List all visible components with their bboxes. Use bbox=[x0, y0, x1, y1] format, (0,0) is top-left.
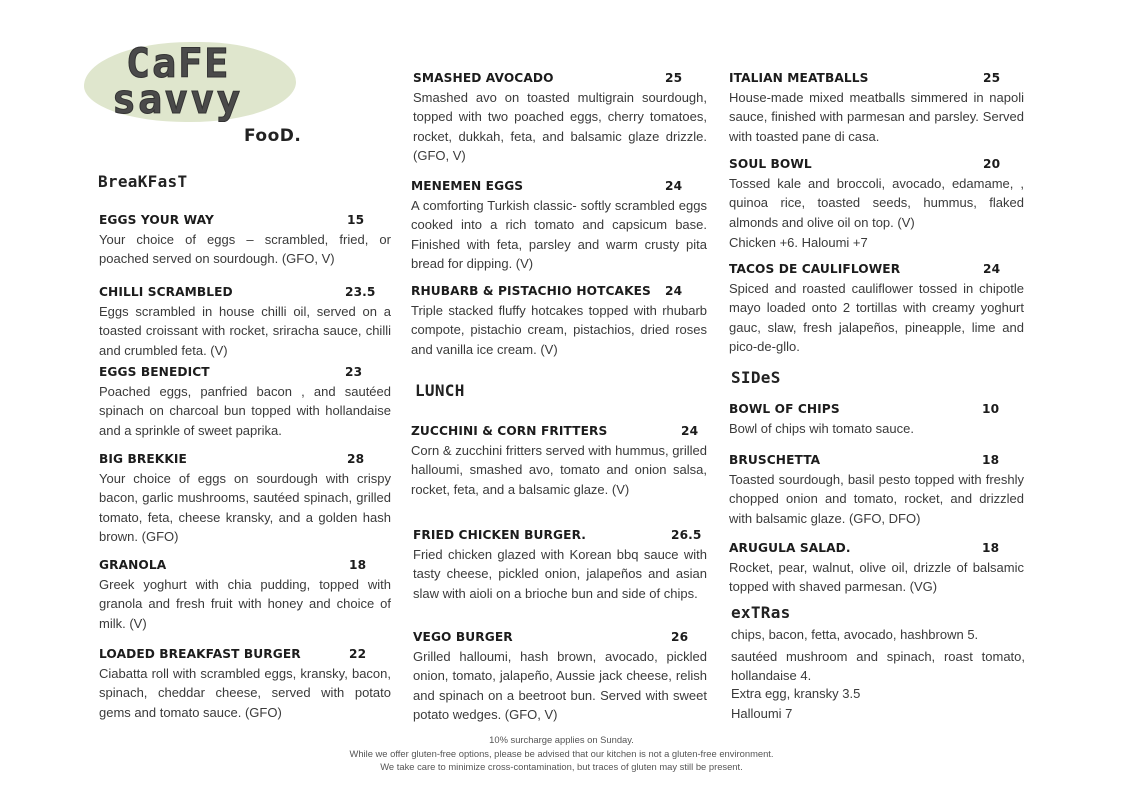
item-name: FRIED CHICKEN BURGER. bbox=[413, 528, 587, 542]
menu-item bbox=[413, 70, 707, 165]
item-description: Your choice of eggs on sourdough with crispy bacon, garlic mushrooms, sautéed spinach, grilled tomato, feta, cheese kransky, and a golden hash brown. (GFO) bbox=[99, 471, 391, 544]
menu-item bbox=[729, 452, 1024, 528]
item-price: 24 bbox=[665, 284, 683, 298]
menu-item bbox=[99, 451, 391, 546]
item-name: ARUGULA SALAD. bbox=[729, 541, 851, 555]
item-price: 26.5 bbox=[671, 528, 702, 542]
item-price: 15 bbox=[347, 213, 365, 227]
item-name: SMASHED AVOCADO bbox=[413, 71, 554, 85]
item-price: 25 bbox=[665, 71, 683, 85]
item-description: Smashed avo on toasted multigrain sourdough, topped with two poached eggs, cherry tomatoes, rocket, dukkah, feta, and balsamic glaze drizzle. (GFO, V) bbox=[413, 90, 707, 163]
extras-line: sautéed mushroom and spinach, roast tomato, hollandaise 4. bbox=[731, 649, 1025, 684]
item-description: Grilled halloumi, hash brown, avocado, pickled onion, tomato, jalapeño, Aussie jack cheese, relish and spinach on a beetroot bun. Served with sweet potato wedges. (GFO, V) bbox=[413, 649, 707, 722]
menu-item bbox=[413, 527, 707, 603]
item-price: 24 bbox=[681, 424, 699, 438]
logo-text-line2: savvy bbox=[112, 77, 243, 123]
menu-item bbox=[729, 401, 1024, 438]
menu-item bbox=[413, 629, 707, 724]
menu-item bbox=[411, 283, 707, 359]
item-name: EGGS BENEDICT bbox=[99, 365, 210, 379]
item-name: MENEMEN EGGS bbox=[411, 179, 524, 193]
item-name: BOWL OF CHIPS bbox=[729, 402, 840, 416]
item-name: BRUSCHETTA bbox=[729, 453, 821, 467]
item-name: CHILLI SCRAMBLED bbox=[99, 285, 233, 299]
item-description: Bowl of chips wih tomato sauce. bbox=[729, 421, 914, 436]
menu-item bbox=[729, 70, 1024, 146]
item-description: House-made mixed meatballs simmered in napoli sauce, finished with parmesan and parsley. Served with toasted pane di casa. bbox=[729, 90, 1024, 144]
item-description: Ciabatta roll with scrambled eggs, kransky, bacon, spinach, cheddar cheese, served with potato gems and tomato sauce. (GFO) bbox=[99, 666, 391, 720]
extras-line: chips, bacon, fetta, avocado, hashbrown 5. bbox=[731, 627, 979, 642]
item-description: Eggs scrambled in house chilli oil, served on a toasted croissant with rocket, sriracha sauce, chilli and crumbled feta. (V) bbox=[99, 304, 391, 358]
menu-item bbox=[99, 646, 391, 722]
item-price: 18 bbox=[982, 541, 1000, 555]
item-price: 20 bbox=[983, 157, 1001, 171]
menu-item bbox=[99, 364, 391, 440]
item-price: 28 bbox=[347, 452, 365, 466]
menu-item bbox=[729, 261, 1024, 356]
extras-line: Extra egg, kransky 3.5 bbox=[731, 686, 861, 701]
item-price: 24 bbox=[983, 262, 1001, 276]
item-description: Fried chicken glazed with Korean bbq sauce with tasty cheese, pickled onion, jalapeños and asian slaw with aioli on a brioche bun and side of chips. bbox=[413, 547, 707, 601]
item-price: 26 bbox=[671, 630, 689, 644]
footer-line: 10% surcharge applies on Sunday. bbox=[489, 734, 634, 745]
menu-item bbox=[411, 178, 707, 273]
logo-text-line1: CaFE bbox=[126, 41, 231, 87]
menu-item bbox=[99, 284, 391, 360]
menu-item bbox=[729, 540, 1024, 597]
menu-item bbox=[99, 212, 391, 269]
item-description: Poached eggs, panfried bacon , and sautéed spinach on charcoal bun topped with hollandaise and a sprinkle of sweet paprika. bbox=[99, 384, 391, 438]
item-name: GRANOLA bbox=[99, 558, 167, 572]
item-description: Corn & zucchini fritters served with hummus, grilled halloumi, smashed avo, tomato and onion salsa, rocket, feta, and a balsamic glaze. (V) bbox=[411, 443, 707, 497]
menu-item bbox=[411, 423, 707, 499]
item-name: TACOS DE CAULIFLOWER bbox=[729, 262, 901, 276]
section-title-lunch: LUNCH bbox=[415, 381, 465, 400]
footer-notice bbox=[0, 733, 1123, 774]
section-title-sides: SIDeS bbox=[731, 368, 781, 387]
extras-line: Halloumi 7 bbox=[731, 706, 793, 721]
item-name: EGGS YOUR WAY bbox=[99, 213, 214, 227]
item-description: Tossed kale and broccoli, avocado, edamame, , quinoa rice, toasted seeds, hummus, flaked almonds and olive oil on top. (V) bbox=[729, 176, 1024, 230]
item-price: 18 bbox=[349, 558, 367, 572]
item-price: 22 bbox=[349, 647, 367, 661]
item-description: Triple stacked fluffy hotcakes topped with rhubarb compote, pistachio cream, pistachios, dried roses and vanilla ice cream. (V) bbox=[411, 303, 707, 357]
item-name: ZUCCHINI & CORN FRITTERS bbox=[411, 424, 608, 438]
logo-subtitle: FooD. bbox=[244, 126, 302, 146]
item-price: 18 bbox=[982, 453, 1000, 467]
item-description: Rocket, pear, walnut, olive oil, drizzle of balsamic topped with shaved parmesan. (VG) bbox=[729, 560, 1024, 595]
footer-line: We take care to minimize cross-contamination, but traces of gluten may still be present. bbox=[380, 761, 743, 772]
item-name: SOUL BOWL bbox=[729, 157, 812, 171]
item-price: 24 bbox=[665, 179, 683, 193]
item-name: LOADED BREAKFAST BURGER bbox=[99, 647, 301, 661]
menu-item bbox=[729, 156, 1024, 252]
item-price: 25 bbox=[983, 71, 1001, 85]
item-price: 23.5 bbox=[345, 285, 376, 299]
item-description: A comforting Turkish classic- softly scrambled eggs cooked into a rich tomato and capsicum base. Finished with feta, parsley and warm crusty pita bread for dipping. (V) bbox=[411, 198, 707, 271]
item-description: Your choice of eggs – scrambled, fried, or poached served on sourdough. (GFO, V) bbox=[99, 232, 391, 267]
item-description: Greek yoghurt with chia pudding, topped with granola and fresh fruit with honey and choice of milk. (V) bbox=[99, 577, 391, 631]
item-name: VEGO BURGER bbox=[413, 630, 513, 644]
section-title-breakfast: BreaKFasT bbox=[98, 172, 188, 191]
item-name: RHUBARB & PISTACHIO HOTCAKES bbox=[411, 284, 651, 298]
item-extra-options: Chicken +6. Haloumi +7 bbox=[729, 234, 868, 250]
section-title-extras: exTRas bbox=[731, 603, 791, 622]
item-price: 23 bbox=[345, 365, 363, 379]
item-price: 10 bbox=[982, 402, 1000, 416]
footer-line: While we offer gluten-free options, please be advised that our kitchen is not a gluten-free environment. bbox=[349, 747, 774, 759]
item-description: Spiced and roasted cauliflower tossed in chipotle mayo loaded onto 2 tortillas with creamy yoghurt gauc, slaw, fresh jalapeños, pineapple, lime and pico-de-gllo. bbox=[729, 281, 1024, 354]
item-name: BIG BREKKIE bbox=[99, 452, 187, 466]
item-name: ITALIAN MEATBALLS bbox=[729, 71, 869, 85]
menu-item bbox=[99, 557, 391, 633]
item-description: Toasted sourdough, basil pesto topped with freshly chopped onion and tomato, rocket, and drizzled with balsamic glaze. (GFO, DFO) bbox=[729, 472, 1024, 526]
